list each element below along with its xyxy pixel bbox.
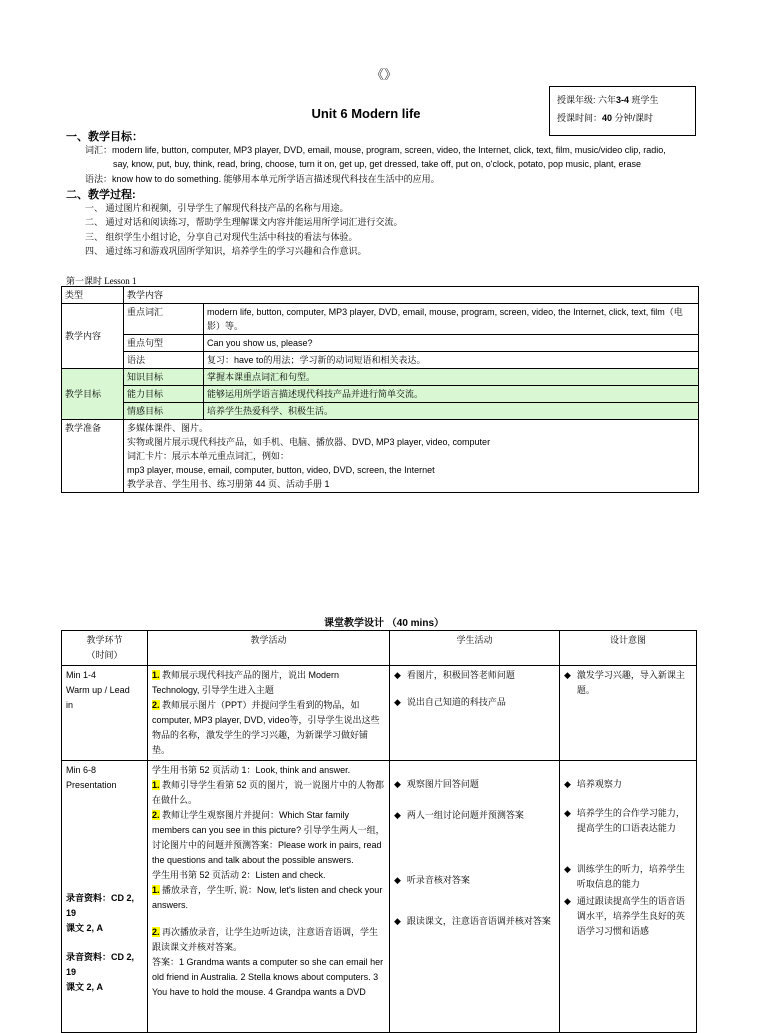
row-label: 能力目标: [124, 386, 204, 403]
row-value: modern life, button, computer, MP3 player, DVD, email, mouse, program, screen, video, the Internet, click, text, film（电影）等。: [204, 304, 699, 335]
vocab-line-cont: say, know, put, buy, think, read, bring, choose, turn it on, get up, get dressed, take off, put on, o'clock, potato, pop music, plant, erase: [113, 159, 642, 169]
col-header-type: 类型: [62, 287, 124, 304]
header-purpose: 设计意图: [560, 631, 697, 666]
diamond-bullet-icon: ◆: [564, 670, 571, 680]
diamond-bullet-icon: ◆: [394, 875, 401, 885]
purpose-cell: ◆ 激发学习兴趣，导入新课主题。: [560, 666, 697, 761]
prep-cell: [124, 420, 699, 493]
grade-line: 授课年级: 六年3-4 班学生: [557, 95, 659, 105]
activity-cell: 学生用书第 52 页活动 1：Look, think and answer. 1. 教师引导学生看第 52 页的图片，说一说图片中的人物都在做什么。 2. 教师让学生观察图片并提问：Which Star family members can you see in this picture? 引导学生两人一组，讨论图片中的问题并预测答案：Please work in pairs, read the questions and talk about the possible answers. 学生用书第 52 页活动 2：Listen and check. 1. 播放录音，学生听, 说：Now, let's listen and check your answers. 2. 再次播放录音，让学生边听边读，注意语音语调，学生跟读课文并核对答案。 答案：1 Grandma wants a computer so she can email her old friend in Australia. 2 Stella knows about computers. 3 You have to hold the mouse. 4 Grandpa wants a DVD: [148, 761, 390, 1033]
prep-line: mp3 player, mouse, email, computer, button, video, DVD, screen, the Internet: [127, 465, 435, 475]
diamond-bullet-icon: ◆: [394, 779, 401, 789]
lesson-overview-table: [61, 286, 699, 493]
process-item: 二、 通过对话和阅读练习，帮助学生理解课文内容并能运用所学词汇进行交流。: [85, 217, 403, 227]
unit-title: Unit 6 Modern life: [311, 106, 421, 121]
process-item: 一、 通过图片和视频，引导学生了解现代科技产品的名称与用途。: [85, 203, 349, 213]
lesson-design-title: 课堂教学设计 （40 mins）: [323, 618, 445, 629]
group-label: 教学目标: [62, 369, 124, 420]
diamond-bullet-icon: ◆: [394, 916, 401, 926]
grammar-line: 语法：know how to do something. 能够用本单元所学语言描述现代科技在生活中的应用。: [85, 174, 440, 184]
vocab-line: 词汇：modern life, button, computer, MP3 player, DVD, email, mouse, program, screen, video, the Internet, click, text, film, music/video clip, radio,: [85, 145, 666, 155]
header-student: 学生活动: [390, 631, 560, 666]
row-value: 能够运用所学语言描述现代科技产品并进行简单交流。: [204, 386, 699, 403]
prep-line: 实物或图片展示现代科技产品，如手机、电脑、播放器、DVD, MP3 player, video, computer: [127, 437, 491, 447]
prep-line: 教学录音、学生用书、练习册第 44 页、活动手册 1: [127, 479, 330, 489]
diamond-bullet-icon: ◆: [564, 808, 571, 818]
duration-line: 授课时间：40 分钟/课时: [557, 113, 654, 123]
col-header-content: 教学内容: [124, 287, 699, 304]
stage-cell: Min 1-4 Warm up / Lead in: [62, 666, 148, 761]
group-label: 教学内容: [62, 304, 124, 369]
purpose-cell: ◆ 培养观察力 ◆ 培养学生的合作学习能力，提高学生的口语表达能力 ◆ 训练学生的听力，培养学生听取信息的能力 ◆ 通过跟读提高学生的语音语调水平，培养学生良好的英语学习习惯和语感: [560, 761, 697, 1033]
row-value: 培养学生热爱科学、积极生活。: [204, 403, 699, 420]
process-item: 三、 组织学生小组讨论，分享自己对现代生活中科技的看法与体验。: [85, 232, 358, 242]
diamond-bullet-icon: ◆: [564, 779, 571, 789]
group-label: 教学准备: [62, 420, 124, 493]
student-cell: ◆ 观察图片回答问题 ◆ 两人一组讨论问题并预测答案 ◆ 听录音核对答案 ◆ 跟读课文，注意语音语调并核对答案: [390, 761, 560, 1033]
diamond-bullet-icon: ◆: [564, 864, 571, 874]
row-label: 知识目标: [124, 369, 204, 386]
process-item: 四、 通过练习和游戏巩固所学知识，培养学生的学习兴趣和合作意识。: [85, 246, 367, 256]
row-label: 语法: [124, 352, 204, 369]
row-label: 情感目标: [124, 403, 204, 420]
prep-line: 多媒体课件、图片。: [127, 423, 209, 433]
row-value: 掌握本课重点词汇和句型。: [204, 369, 699, 386]
diamond-bullet-icon: ◆: [394, 697, 401, 707]
process-heading: 二、教学过程:: [66, 189, 136, 201]
diamond-bullet-icon: ◆: [564, 896, 571, 906]
row-value: Can you show us, please?: [204, 335, 699, 352]
header-activity: 教学活动: [148, 631, 390, 666]
diamond-bullet-icon: ◆: [394, 810, 401, 820]
lesson-design-table: [61, 630, 697, 1033]
lesson-label: 第一课时 Lesson 1: [66, 276, 137, 286]
student-cell: ◆ 看图片，积极回答老师问题 ◆ 说出自己知道的科技产品: [390, 666, 560, 761]
stage-cell: Min 6-8 Presentation 录音资料：CD 2, 19 课文 2, A 录音资料：CD 2, 19 课文 2, A: [62, 761, 148, 1033]
document-title: 《》: [370, 67, 397, 82]
activity-cell: 1. 教师展示现代科技产品的图片，说出 Modern Technology, 引导学生进入主题 2. 教师展示图片（PPT）并提问学生看到的物品，如 computer, MP3 player, DVD, video等，引导学生说出这些物品的名称，激发学生的学习兴趣，为新课学习做好铺垫。: [148, 666, 390, 761]
prep-line: 词汇卡片：展示本单元重点词汇，例如：: [127, 451, 290, 461]
diamond-bullet-icon: ◆: [394, 670, 401, 680]
row-label: 重点词汇: [124, 304, 204, 335]
header-stage: 教学环节 （时间）: [62, 631, 148, 666]
objectives-heading: 一、教学目标：: [66, 131, 143, 143]
row-value: 复习：have to的用法；学习新的动词短语和相关表达。: [204, 352, 699, 369]
row-label: 重点句型: [124, 335, 204, 352]
